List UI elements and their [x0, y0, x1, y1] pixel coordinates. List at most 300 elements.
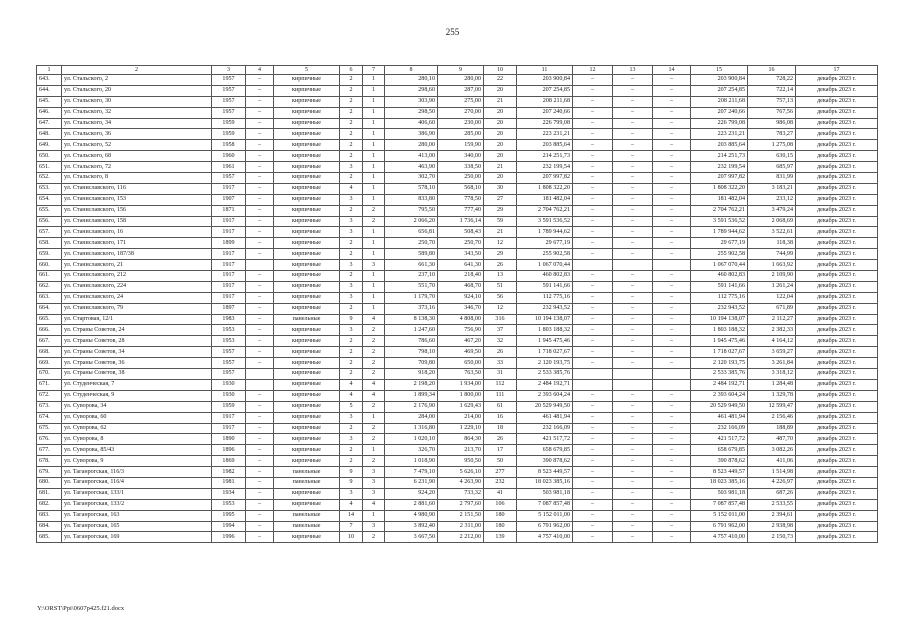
table-cell: – — [573, 238, 613, 249]
table-cell: – — [246, 423, 274, 434]
table-cell: декабрь 2023 г. — [796, 488, 878, 499]
table-cell: декабрь 2023 г. — [796, 271, 878, 282]
table-cell — [613, 379, 653, 390]
table-cell: ул. Таганрогская, 163 — [62, 510, 212, 521]
table-cell: 1 808 322,20 — [691, 183, 748, 194]
table-cell: – — [573, 96, 613, 107]
table-cell: – — [653, 173, 691, 184]
table-cell: 4 — [340, 499, 363, 510]
table-cell: 2 — [340, 129, 363, 140]
table-cell: 2 212,00 — [438, 532, 484, 543]
table-cell: 390 878,62 — [517, 456, 573, 467]
table-cell: 671. — [37, 379, 62, 390]
table-cell: ул. Станиславского, 158 — [62, 216, 212, 227]
table-cell: 1 316,80 — [385, 423, 438, 434]
table-cell: декабрь 2023 г. — [796, 336, 878, 347]
table-cell: – — [653, 129, 691, 140]
table-cell: – — [653, 336, 691, 347]
column-header: 8 — [385, 66, 438, 75]
table-cell: 33 — [484, 358, 517, 369]
table-cell: 2 156,46 — [748, 412, 796, 423]
table-cell: 112 775,16 — [517, 292, 573, 303]
table-cell: 674. — [37, 412, 62, 423]
table-cell: 783,27 — [748, 129, 796, 140]
table-cell: 1917 — [212, 412, 246, 423]
table-cell: 646. — [37, 107, 62, 118]
table-cell: 316 — [484, 314, 517, 325]
table-cell: 1 — [363, 151, 385, 162]
table-cell: 208 211,68 — [517, 96, 573, 107]
table-cell: 233,12 — [748, 194, 796, 205]
table-cell: 226 799,08 — [517, 118, 573, 129]
table-cell: 139 — [484, 532, 517, 543]
housing-registry-table — [36, 65, 878, 543]
table-row — [37, 379, 878, 390]
table-cell: 280,00 — [385, 140, 438, 151]
table-cell: – — [573, 151, 613, 162]
table-cell: 778,50 — [438, 194, 484, 205]
table-cell: – — [246, 140, 274, 151]
table-cell: – — [613, 358, 653, 369]
table-cell: – — [613, 412, 653, 423]
table-cell: 4 — [340, 183, 363, 194]
table-cell: 232 199,54 — [517, 162, 573, 173]
table-cell: 20 529 949,50 — [517, 401, 573, 412]
table-row — [37, 401, 878, 412]
table-cell: 681. — [37, 488, 62, 499]
table-cell: – — [246, 325, 274, 336]
table-cell: 2 — [340, 347, 363, 358]
table-cell: 2 704 762,21 — [691, 205, 748, 216]
column-header: 3 — [212, 66, 246, 75]
table-cell: 763,50 — [438, 369, 484, 380]
table-cell: – — [653, 412, 691, 423]
table-cell: 660. — [37, 260, 62, 271]
table-cell: 112 — [484, 379, 517, 390]
table-cell: – — [573, 347, 613, 358]
table-row — [37, 347, 878, 358]
table-cell: 1959 — [212, 118, 246, 129]
column-header: 15 — [691, 66, 748, 75]
table-row — [37, 162, 878, 173]
table-cell: 667. — [37, 336, 62, 347]
table-cell: 406,60 — [385, 118, 438, 129]
table-cell: – — [613, 499, 653, 510]
table-cell: 1 800,00 — [438, 390, 484, 401]
table-cell: кирпичные — [274, 379, 340, 390]
table-cell: 1957 — [212, 96, 246, 107]
table-cell: кирпичные — [274, 336, 340, 347]
table-cell: 6 791 962,00 — [517, 521, 573, 532]
table-cell: – — [613, 140, 653, 151]
table-cell: – — [573, 314, 613, 325]
table-row — [37, 467, 878, 478]
table-cell: – — [573, 434, 613, 445]
table-cell: кирпичные — [274, 456, 340, 467]
table-cell: 3 — [340, 488, 363, 499]
table-cell: – — [246, 336, 274, 347]
table-cell: 1 934,00 — [438, 379, 484, 390]
table-cell: – — [613, 216, 653, 227]
table-cell: 1 067 070,44 — [691, 260, 748, 271]
table-cell: 232 199,54 — [691, 162, 748, 173]
table-row — [37, 532, 878, 543]
table-row — [37, 118, 878, 129]
table-cell: 658. — [37, 238, 62, 249]
table-cell: 3 591 536,52 — [517, 216, 573, 227]
table-cell: – — [653, 205, 691, 216]
table-cell: 1 — [363, 227, 385, 238]
table-cell: 3 183,21 — [748, 183, 796, 194]
table-cell: 21 — [484, 227, 517, 238]
table-cell: 1897 — [212, 303, 246, 314]
table-cell: декабрь 2023 г. — [796, 412, 878, 423]
table-cell: 41 — [484, 488, 517, 499]
table-cell: 280,00 — [438, 75, 484, 86]
table-cell: 203 900,84 — [691, 75, 748, 86]
table-cell: 644. — [37, 85, 62, 96]
table-cell: 214 251,73 — [691, 151, 748, 162]
table-cell — [573, 379, 613, 390]
table-cell: ул. Станиславского, 187/38 — [62, 249, 212, 260]
table-row — [37, 412, 878, 423]
table-cell: 16 — [484, 412, 517, 423]
table-cell: 3 — [340, 412, 363, 423]
table-header-row — [37, 66, 878, 75]
table-cell: декабрь 2023 г. — [796, 303, 878, 314]
table-cell: 652. — [37, 173, 62, 184]
table-cell: – — [653, 238, 691, 249]
table-cell: ул. Станиславского, 24 — [62, 292, 212, 303]
table-cell: 1 — [363, 173, 385, 184]
table-cell: 1 067 070,44 — [517, 260, 573, 271]
table-cell: 1 018,90 — [385, 456, 438, 467]
table-cell: 10 — [340, 532, 363, 543]
table-row — [37, 521, 878, 532]
table-cell: ул. Стальского, 30 — [62, 96, 212, 107]
table-cell: 3 — [340, 194, 363, 205]
table-cell: 687,26 — [748, 488, 796, 499]
table-cell: ул. Стальского, 8 — [62, 173, 212, 184]
table-cell: 203 885,64 — [691, 140, 748, 151]
table-cell: 3 479,24 — [748, 205, 796, 216]
table-cell: 2 484 192,71 — [691, 379, 748, 390]
table-cell: 2 394,61 — [748, 510, 796, 521]
table-cell: 207 240,66 — [691, 107, 748, 118]
table-cell: кирпичные — [274, 227, 340, 238]
table-cell: 3 591 536,52 — [691, 216, 748, 227]
table-cell: 1917 — [212, 249, 246, 260]
table-cell: 1 — [363, 162, 385, 173]
table-cell: – — [573, 85, 613, 96]
table-cell: 18 — [484, 423, 517, 434]
table-cell: декабрь 2023 г. — [796, 510, 878, 521]
table-cell: декабрь 2023 г. — [796, 456, 878, 467]
table-cell: 3 667,50 — [385, 532, 438, 543]
table-cell: 487,70 — [748, 434, 796, 445]
column-header: 2 — [62, 66, 212, 75]
table-row — [37, 271, 878, 282]
table-cell: 2 120 193,75 — [517, 358, 573, 369]
table-cell: ул. Стартовая, 12/1 — [62, 314, 212, 325]
table-cell: кирпичные — [274, 499, 340, 510]
table-cell: 8 523 449,57 — [517, 467, 573, 478]
table-cell: кирпичные — [274, 401, 340, 412]
table-cell: 18 023 385,16 — [517, 477, 573, 488]
table-cell: 1983 — [212, 314, 246, 325]
table-cell: – — [613, 292, 653, 303]
table-cell: декабрь 2023 г. — [796, 401, 878, 412]
table-cell: 650. — [37, 151, 62, 162]
table-cell: – — [613, 129, 653, 140]
table-cell: – — [613, 336, 653, 347]
table-cell: декабрь 2023 г. — [796, 183, 878, 194]
table-cell: ул. Суворова, 9 — [62, 456, 212, 467]
table-cell: 2 — [340, 151, 363, 162]
column-header: 16 — [748, 66, 796, 75]
table-cell: 12 — [484, 238, 517, 249]
table-cell: – — [246, 358, 274, 369]
table-cell: 421 517,72 — [691, 434, 748, 445]
table-cell: 649. — [37, 140, 62, 151]
table-cell: 676. — [37, 434, 62, 445]
table-cell: 237,10 — [385, 271, 438, 282]
table-cell: – — [573, 477, 613, 488]
table-cell: кирпичные — [274, 173, 340, 184]
table-cell: – — [573, 488, 613, 499]
table-cell: 1959 — [212, 401, 246, 412]
table-cell: – — [653, 162, 691, 173]
table-cell: – — [613, 303, 653, 314]
table-cell: 2 — [340, 205, 363, 216]
table-cell: 1 284,48 — [748, 379, 796, 390]
table-cell: 643. — [37, 75, 62, 86]
column-header: 13 — [613, 66, 653, 75]
table-cell: 924,20 — [385, 488, 438, 499]
table-cell: 4 — [363, 499, 385, 510]
table-cell: 20 529 949,50 — [691, 401, 748, 412]
table-cell: – — [246, 227, 274, 238]
table-cell: 277 — [484, 467, 517, 478]
table-cell: декабрь 2023 г. — [796, 379, 878, 390]
table-cell: 255 902,58 — [691, 249, 748, 260]
table-cell: 1 899,34 — [385, 390, 438, 401]
table-cell: 12 — [484, 303, 517, 314]
table-cell: – — [573, 118, 613, 129]
table-cell: 4 — [363, 314, 385, 325]
table-cell: 4 226,97 — [748, 477, 796, 488]
table-cell: 1917 — [212, 183, 246, 194]
table-cell: 722,14 — [748, 85, 796, 96]
table-row — [37, 173, 878, 184]
table-cell: 373,16 — [385, 303, 438, 314]
table-cell: – — [613, 85, 653, 96]
table-cell: – — [246, 107, 274, 118]
table-cell: 280,10 — [385, 75, 438, 86]
table-cell: 4 164,12 — [748, 336, 796, 347]
table-cell: – — [653, 75, 691, 86]
table-cell: 950,50 — [438, 456, 484, 467]
table-cell: кирпичные — [274, 249, 340, 260]
table-cell: – — [246, 510, 274, 521]
table-cell: 207 997,82 — [517, 173, 573, 184]
table-cell: 728,22 — [748, 75, 796, 86]
column-header: 5 — [274, 66, 340, 75]
table-cell: – — [613, 510, 653, 521]
table-cell: 1 663,92 — [748, 260, 796, 271]
table-row — [37, 238, 878, 249]
table-cell: 3 — [363, 477, 385, 488]
table-cell: 1 629,43 — [438, 401, 484, 412]
table-cell: 2 — [340, 96, 363, 107]
table-cell: – — [573, 183, 613, 194]
table-cell: – — [653, 281, 691, 292]
table-cell: 1 514,98 — [748, 467, 796, 478]
footer-file-path: Y:\ORST\Ppi\0607p425.f21.docx — [37, 605, 125, 612]
table-cell: 3 — [340, 260, 363, 271]
table-cell: – — [573, 292, 613, 303]
table-row — [37, 85, 878, 96]
table-row — [37, 390, 878, 401]
table-cell: кирпичные — [274, 445, 340, 456]
table-cell: 1896 — [212, 445, 246, 456]
table-cell: 9 — [340, 477, 363, 488]
table-cell: декабрь 2023 г. — [796, 347, 878, 358]
table-cell: 421 517,72 — [517, 434, 573, 445]
table-cell: 1953 — [212, 499, 246, 510]
table-cell: декабрь 2023 г. — [796, 390, 878, 401]
table-cell: 223 231,21 — [517, 129, 573, 140]
table-cell: 658 679,85 — [517, 445, 573, 456]
table-cell: 5 152 011,00 — [517, 510, 573, 521]
table-row — [37, 325, 878, 336]
table-cell: – — [246, 467, 274, 478]
table-cell: 180 — [484, 521, 517, 532]
table-cell: декабрь 2023 г. — [796, 358, 878, 369]
table-cell — [573, 369, 613, 380]
table-cell: 213,70 — [438, 445, 484, 456]
table-cell: – — [246, 238, 274, 249]
table-row — [37, 369, 878, 380]
table-cell: 1869 — [212, 456, 246, 467]
table-cell: 1953 — [212, 325, 246, 336]
table-row — [37, 423, 878, 434]
table-cell: 181 482,04 — [517, 194, 573, 205]
table-cell: 1 808 322,20 — [517, 183, 573, 194]
table-cell: – — [246, 412, 274, 423]
table-cell: 647. — [37, 118, 62, 129]
table-cell: ул. Суворова, 62 — [62, 423, 212, 434]
table-cell: 37 — [484, 325, 517, 336]
table-cell: – — [573, 162, 613, 173]
table-cell: кирпичные — [274, 96, 340, 107]
table-cell: 677. — [37, 445, 62, 456]
table-cell: 111 — [484, 390, 517, 401]
table-cell: 7 479,10 — [385, 467, 438, 478]
table-cell: 2 — [363, 456, 385, 467]
table-row — [37, 260, 878, 271]
table-cell: – — [573, 75, 613, 86]
table-cell: декабрь 2023 г. — [796, 434, 878, 445]
table-cell: – — [653, 532, 691, 543]
table-cell: панельные — [274, 521, 340, 532]
table-cell: – — [573, 401, 613, 412]
table-cell: – — [613, 434, 653, 445]
table-cell: – — [653, 347, 691, 358]
table-cell: 656,81 — [385, 227, 438, 238]
table-cell: – — [613, 162, 653, 173]
table-cell: – — [246, 477, 274, 488]
table-cell — [246, 369, 274, 380]
table-cell: ул. Стальского, 32 — [62, 107, 212, 118]
table-cell: 2 — [340, 75, 363, 86]
table-cell: – — [246, 173, 274, 184]
table-cell: 2 — [363, 216, 385, 227]
table-cell: 20 — [484, 151, 517, 162]
table-cell — [613, 260, 653, 271]
table-row — [37, 129, 878, 140]
table-cell: – — [573, 456, 613, 467]
table-cell: декабрь 2023 г. — [796, 292, 878, 303]
table-cell: 666. — [37, 325, 62, 336]
table-cell: 672. — [37, 390, 62, 401]
table-cell — [653, 260, 691, 271]
table-cell: 3 522,61 — [748, 227, 796, 238]
table-cell: 1 — [363, 96, 385, 107]
table-cell: 29 — [484, 249, 517, 260]
table-cell: – — [573, 281, 613, 292]
table-cell: – — [653, 423, 691, 434]
table-cell: – — [653, 85, 691, 96]
table-cell: ул. Стальского, 52 — [62, 140, 212, 151]
table-cell: 2 — [363, 336, 385, 347]
table-cell: 733,32 — [438, 488, 484, 499]
table-cell: – — [573, 390, 613, 401]
table-row — [37, 499, 878, 510]
table-cell: – — [246, 205, 274, 216]
table-cell: – — [613, 423, 653, 434]
table-cell: 664. — [37, 303, 62, 314]
table-cell: 1 — [363, 281, 385, 292]
table-cell: 645. — [37, 96, 62, 107]
table-cell: – — [613, 314, 653, 325]
table-cell: кирпичные — [274, 390, 340, 401]
table-cell: 17 — [484, 445, 517, 456]
table-cell: ул. Страны Советов, 38 — [62, 369, 212, 380]
table-cell: 2 — [340, 303, 363, 314]
table-cell: 180 — [484, 510, 517, 521]
table-cell: 3 — [340, 325, 363, 336]
table-cell: 864,30 — [438, 434, 484, 445]
table-cell: 2 — [340, 336, 363, 347]
table-cell: декабрь 2023 г. — [796, 194, 878, 205]
table-cell: 343,50 — [438, 249, 484, 260]
table-cell: – — [246, 194, 274, 205]
table-cell: 2 382,33 — [748, 325, 796, 336]
table-cell: 298,60 — [385, 85, 438, 96]
table-cell: 679. — [37, 467, 62, 478]
table-cell: – — [613, 281, 653, 292]
table-cell: – — [573, 499, 613, 510]
table-cell: 27 — [484, 194, 517, 205]
table-cell: 1917 — [212, 423, 246, 434]
table-cell: 1 — [363, 194, 385, 205]
table-cell: – — [613, 521, 653, 532]
table-cell: ул. Таганрогская, 116/4 — [62, 477, 212, 488]
table-cell: 918,20 — [385, 369, 438, 380]
table-cell: 767,56 — [748, 107, 796, 118]
table-cell: 230,00 — [438, 118, 484, 129]
